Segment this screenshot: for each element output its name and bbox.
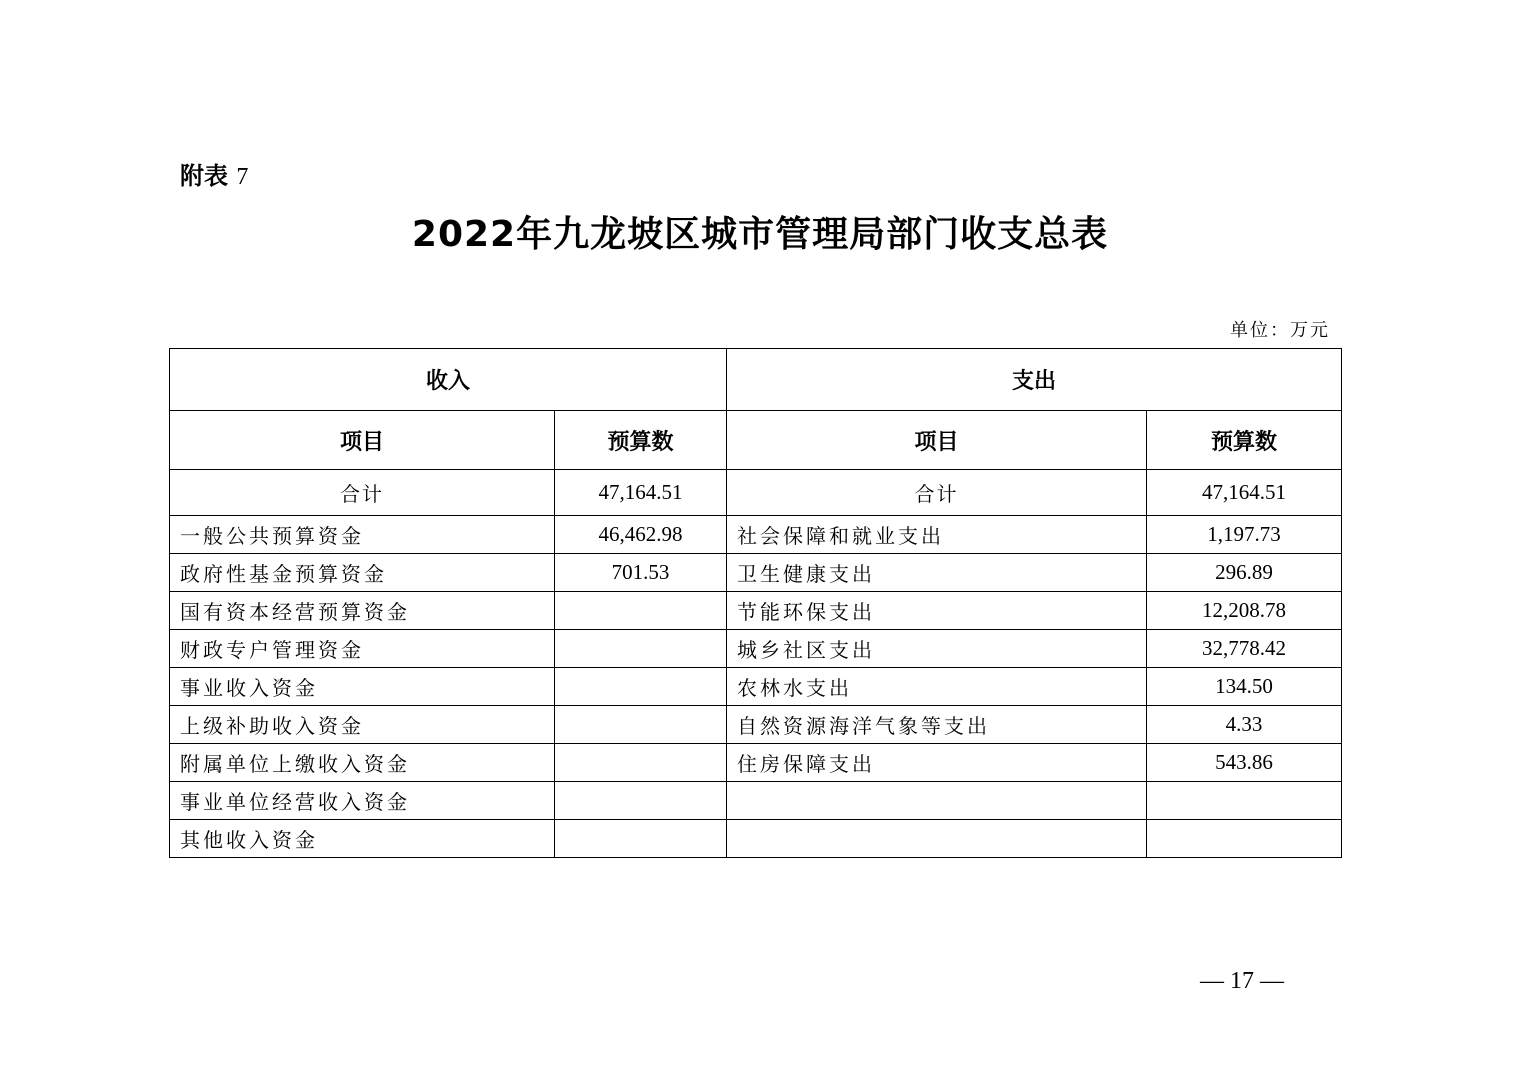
- income-value-cell: [555, 744, 727, 782]
- expense-budget-column-header: 预算数: [1147, 411, 1342, 470]
- income-item-cell: 其他收入资金: [170, 820, 555, 858]
- income-budget-column-header: 预算数: [555, 411, 727, 470]
- table-row: [170, 668, 1342, 706]
- expense-item-cell: 城乡社区支出: [727, 630, 1147, 668]
- expense-item-cell: 卫生健康支出: [727, 554, 1147, 592]
- table-row: [170, 782, 1342, 820]
- attachment-label: [180, 156, 248, 191]
- expense-section-header: 支出: [727, 349, 1342, 411]
- expense-value-cell: [1147, 820, 1342, 858]
- income-section-header: 收入: [170, 349, 727, 411]
- attachment-number: 7: [236, 164, 249, 190]
- expense-total-label: 合计: [727, 470, 1147, 516]
- income-value-cell: [555, 592, 727, 630]
- expense-item-cell: [727, 820, 1147, 858]
- income-item-cell: 国有资本经营预算资金: [170, 592, 555, 630]
- income-value-cell: [555, 782, 727, 820]
- expense-value-cell: 134.50: [1147, 668, 1342, 706]
- expense-item-cell: 节能环保支出: [727, 592, 1147, 630]
- section-header-row: [170, 349, 1342, 411]
- expense-value-cell: 543.86: [1147, 744, 1342, 782]
- expense-value-cell: 4.33: [1147, 706, 1342, 744]
- attachment-prefix: 附表: [180, 162, 228, 190]
- expense-item-cell: 社会保障和就业支出: [727, 516, 1147, 554]
- table-row: [170, 820, 1342, 858]
- expense-item-cell: 农林水支出: [727, 668, 1147, 706]
- income-expense-table: [169, 348, 1342, 858]
- income-value-cell: 701.53: [555, 554, 727, 592]
- page-title: 2022年九龙坡区城市管理局部门收支总表: [411, 214, 1109, 255]
- table-row: [170, 744, 1342, 782]
- table-row: [170, 516, 1342, 554]
- income-value-cell: [555, 668, 727, 706]
- page-number: — 17 —: [1200, 968, 1284, 994]
- expense-item-cell: 住房保障支出: [727, 744, 1147, 782]
- expense-value-cell: [1147, 782, 1342, 820]
- table-row: [170, 554, 1342, 592]
- income-item-cell: 事业收入资金: [170, 668, 555, 706]
- income-item-cell: 上级补助收入资金: [170, 706, 555, 744]
- income-item-column-header: 项目: [170, 411, 555, 470]
- income-value-cell: [555, 630, 727, 668]
- income-item-cell: 财政专户管理资金: [170, 630, 555, 668]
- income-item-cell: 事业单位经营收入资金: [170, 782, 555, 820]
- total-row: [170, 470, 1342, 516]
- column-header-row: [170, 411, 1342, 470]
- table-row: [170, 706, 1342, 744]
- table-row: [170, 592, 1342, 630]
- expense-total-value: 47,164.51: [1147, 470, 1342, 516]
- expense-value-cell: 12,208.78: [1147, 592, 1342, 630]
- expense-value-cell: 1,197.73: [1147, 516, 1342, 554]
- expense-value-cell: 296.89: [1147, 554, 1342, 592]
- income-total-label: 合计: [170, 470, 555, 516]
- income-value-cell: 46,462.98: [555, 516, 727, 554]
- expense-item-column-header: 项目: [727, 411, 1147, 470]
- expense-value-cell: 32,778.42: [1147, 630, 1342, 668]
- unit-label: 单位：万元: [1230, 320, 1330, 341]
- expense-item-cell: [727, 782, 1147, 820]
- income-item-cell: 附属单位上缴收入资金: [170, 744, 555, 782]
- income-item-cell: 政府性基金预算资金: [170, 554, 555, 592]
- income-value-cell: [555, 706, 727, 744]
- expense-item-cell: 自然资源海洋气象等支出: [727, 706, 1147, 744]
- income-value-cell: [555, 820, 727, 858]
- income-item-cell: 一般公共预算资金: [170, 516, 555, 554]
- table-row: [170, 630, 1342, 668]
- income-total-value: 47,164.51: [555, 470, 727, 516]
